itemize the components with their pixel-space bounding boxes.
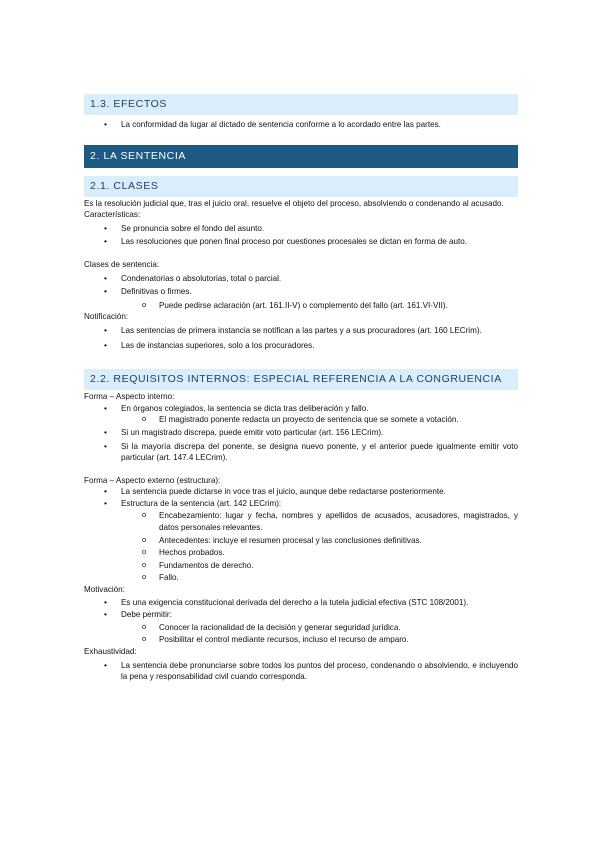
sub-list-item: o Fallo. bbox=[84, 572, 518, 584]
list-item: • Si la mayoría discrepa del ponente, se designa nuevo ponente, y el anterior puede igualmente emitir voto particular (art. 147.4 LECrim). bbox=[84, 441, 518, 464]
sub-list-item: o Conocer la racionalidad de la decisión y generar seguridad jurídica. bbox=[84, 622, 518, 634]
heading-2-1-clases: 2.1. CLASES bbox=[84, 176, 518, 197]
sub-list-item: o Antecedentes: incluye el resumen procesal y las conclusiones definitivas. bbox=[84, 535, 518, 547]
list-item: • La conformidad da lugar al dictado de sentencia conforme a lo acordado entre las partes. bbox=[84, 119, 518, 131]
list-item: • Se pronuncia sobre el fondo del asunto. bbox=[84, 223, 518, 235]
section-requisitos-body bbox=[84, 391, 518, 683]
caracteristicas-label: Características: bbox=[84, 210, 141, 220]
notificacion-label: Notificación: bbox=[84, 312, 129, 322]
list-item: • Condenatorias o absolutorias, total o parcial. bbox=[84, 273, 518, 285]
sub-list-item: o Encabezamiento: lugar y fecha, nombres y apellidos de acusados, acusadores, magistrados, y datos personales relevantes. bbox=[84, 510, 518, 533]
sub-list-item: o Hechos probados. bbox=[84, 547, 518, 559]
heading-2-2-requisitos: 2.2. REQUISITOS INTERNOS: ESPECIAL REFERENCIA A LA CONGRUENCIA bbox=[84, 369, 518, 390]
section-clases-body bbox=[84, 198, 518, 352]
motivacion-label: Motivación: bbox=[84, 585, 125, 595]
list-item: • La sentencia debe pronunciarse sobre todos los puntos del proceso, condenando o absolviendo, e incluyendo la pena y responsabilidad civil cuando corresponda. bbox=[84, 660, 518, 683]
list-item: • Es una exigencia constitucional derivada del derecho a la tutela judicial efectiva (STC 108/2001). bbox=[84, 597, 518, 609]
sub-list-item: o El magistrado ponente redacta un proyecto de sentencia que se somete a votación. bbox=[84, 414, 518, 426]
heading-1-3-efectos: 1.3. EFECTOS bbox=[84, 94, 518, 115]
clases-intro: Es la resolución judicial que, tras el juicio oral, resuelve el objeto del proceso, absolviendo o condenando al acusado. bbox=[84, 198, 504, 208]
sub-list-item: o Puede pedirse aclaración (art. 161.II-V) o complemento del fallo (art. 161.VI-VII). bbox=[84, 300, 518, 312]
exhaustividad-label: Exhaustividad: bbox=[84, 647, 137, 656]
heading-2-la-sentencia: 2. LA SENTENCIA bbox=[84, 145, 518, 168]
list-efectos bbox=[84, 119, 518, 131]
list-item: • Las resoluciones que ponen final proceso por cuestiones procesales se dictan en forma de auto. bbox=[84, 236, 518, 248]
list-item: • La sentencia puede dictarse in voce tras el juicio, aunque debe redactarse posteriormente. bbox=[84, 486, 518, 498]
list-item: • En órganos colegiados, la sentencia se dicta tras deliberación y fallo. bbox=[84, 403, 518, 415]
list-item: • Las sentencias de primera instancia se notifican a las partes y a sus procuradores (art. 160 LECrim). bbox=[84, 325, 518, 337]
sub-list-item: o Posibilitar el control mediante recursos, incluso el recurso de amparo. bbox=[84, 634, 518, 646]
list-item: • Debe permitir: bbox=[84, 609, 518, 621]
document-page bbox=[84, 94, 518, 683]
list-item: • Si un magistrado discrepa, puede emitir voto particular (art. 156 LECrim). bbox=[84, 427, 518, 439]
clases-label: Clases de sentencia: bbox=[84, 259, 160, 269]
list-item: • Estructura de la sentencia (art. 142 LECrim): bbox=[84, 498, 518, 510]
list-item: • Definitivas o firmes. bbox=[84, 286, 518, 298]
list-item: • Las de instancias superiores, solo a los procuradores. bbox=[84, 340, 518, 352]
forma-interno-label: Forma – Aspecto interno: bbox=[84, 392, 175, 402]
forma-externo-label: Forma – Aspecto externo (estructura): bbox=[84, 475, 221, 485]
sub-list-item: o Fundamentos de derecho. bbox=[84, 560, 518, 572]
